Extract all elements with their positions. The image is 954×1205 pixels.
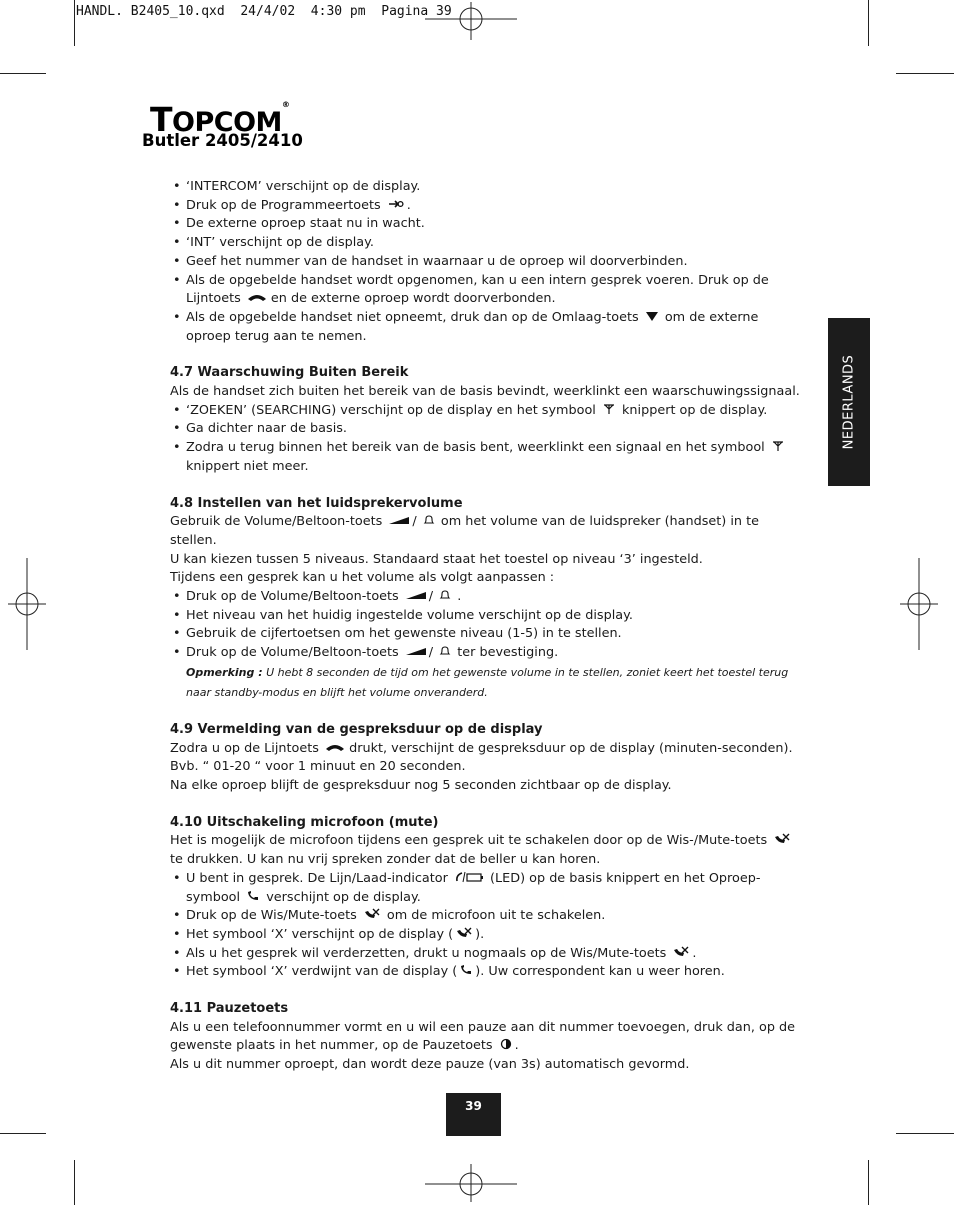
language-tab-label: NEDERLANDS	[841, 354, 857, 450]
list-item: • Zodra u terug binnen het bereik van de basis bent, weerklinkt een signaal en het symbool knippert niet meer.	[170, 439, 800, 476]
antenna-icon	[602, 403, 616, 415]
paragraph: Als u dit nummer oproept, dan wordt deze pauze (van 3s) automatisch gevormd.	[170, 1057, 690, 1073]
list-4-8	[170, 588, 800, 663]
list-item: • De externe oproep staat nu in wacht.	[170, 215, 800, 234]
list-item: • ‘INT’ verschijnt op de display.	[170, 234, 800, 253]
topcom-logo: TOPCOM®	[150, 100, 290, 139]
crop-mark	[868, 0, 869, 46]
pause-key-icon	[499, 1038, 513, 1050]
section-heading-4-11: 4.11 Pauzetoets	[170, 1001, 289, 1017]
intro-list	[170, 178, 800, 346]
crop-mark	[896, 1133, 954, 1134]
section-heading-4-10: 4.10 Uitschakeling microfoon (mute)	[170, 814, 439, 830]
crop-mark	[896, 73, 954, 74]
call-icon	[246, 890, 260, 902]
program-key-icon	[387, 198, 405, 210]
list-item: • Ga dichter naar de basis.	[170, 420, 800, 439]
registration-mark-bottom	[425, 1164, 517, 1202]
paragraph: U kan kiezen tussen 5 niveaus. Standaard staat het toestel op niveau ‘3’ ingesteld.	[170, 551, 703, 567]
print-header: HANDL. B2405_10.qxd 24/4/02 4:30 pm Pagina 39	[76, 4, 452, 19]
page-content	[170, 178, 800, 1075]
crop-mark	[868, 1160, 869, 1205]
list-item: • Druk op de Wis/Mute-toets om de microfoon uit te schakelen.	[170, 907, 800, 926]
model-title: Butler 2405/2410	[142, 131, 303, 150]
section-heading-4-7: 4.7 Waarschuwing Buiten Bereik	[170, 365, 409, 381]
paragraph: Als u een telefoonnummer vormt en u wil een pauze aan dit nummer toevoegen, druk dan, op de gewenste plaats in het nummer, op de Pauzetoets .	[170, 1019, 796, 1054]
bell-icon	[423, 514, 435, 526]
crop-mark	[0, 73, 46, 74]
registration-mark-right	[900, 558, 938, 650]
list-4-7	[170, 402, 800, 477]
list-item: • Druk op de Volume/Beltoon-toets / ter bevestiging.	[170, 644, 800, 663]
call-icon	[459, 964, 473, 976]
paragraph: Als de handset zich buiten het bereik van de basis bevindt, weerklinkt een waarschuwingssignaal.	[170, 384, 800, 400]
line-key-icon	[247, 291, 265, 303]
list-item: • ‘INTERCOM’ verschijnt op de display.	[170, 178, 800, 197]
note: Opmerking : U hebt 8 seconden de tijd om het gewenste volume in te stellen, zoniet keert het toestel terug naar standby-modus en blijft het volume onveranderd.	[186, 665, 789, 699]
list-item: • Geef het nummer van de handset in waarnaar u de oproep wil doorverbinden.	[170, 253, 800, 272]
volume-up-icon	[388, 514, 410, 526]
paragraph: Tijdens een gesprek kan u het volume als volgt aanpassen :	[170, 570, 555, 586]
volume-up-icon	[405, 645, 427, 657]
paragraph: Na elke oproep blijft de gespreksduur nog 5 seconden zichtbaar op de display.	[170, 777, 672, 793]
list-item: • Als de opgebelde handset niet opneemt, druk dan op de Omlaag-toets om de externe oproep terug aan te nemen.	[170, 309, 800, 346]
bell-icon	[439, 645, 451, 657]
line-key-icon	[325, 741, 343, 753]
line-charge-indicator-icon	[454, 871, 484, 883]
note-label: Opmerking :	[186, 665, 263, 679]
paragraph: Het is mogelijk de microfoon tijdens een gesprek uit te schakelen door op de Wis-/Mute-toets te drukken. U kan nu vrij spreken zonder dat de beller u kan horen.	[170, 832, 800, 869]
paragraph: Gebruik de Volume/Beltoon-toets / om het volume van de luidspreker (handset) in te stellen.	[170, 514, 759, 548]
paragraph: Bvb. “ 01-20 “ voor 1 minuut en 20 seconden.	[170, 759, 466, 775]
list-item: • ‘ZOEKEN’ (SEARCHING) verschijnt op de display en het symbool knippert op de display.	[170, 402, 800, 421]
list-item: • Het symbool ‘X’ verdwijnt van de display ( ). Uw correspondent kan u weer horen.	[170, 963, 800, 982]
list-4-10	[170, 870, 800, 982]
list-item: • Gebruik de cijfertoetsen om het gewenste niveau (1-5) in te stellen.	[170, 625, 800, 644]
mute-key-icon	[773, 833, 791, 845]
list-item: • U bent in gesprek. De Lijn/Laad-indicator (LED) op de basis knippert en het Oproep-symbool verschijnt op de display.	[170, 870, 800, 907]
registration-mark-top	[425, 2, 517, 40]
list-item: • Het symbool ‘X’ verschijnt op de display ( ).	[170, 926, 800, 945]
crop-mark	[74, 0, 75, 46]
bell-icon	[439, 589, 451, 601]
section-heading-4-9: 4.9 Vermelding van de gespreksduur op de display	[170, 721, 543, 737]
list-item: • Als u het gesprek wil verderzetten, drukt u nogmaals op de Wis/Mute-toets .	[170, 945, 800, 964]
mute-key-icon	[363, 908, 381, 920]
muted-call-icon	[455, 927, 473, 939]
page-number: 39	[446, 1093, 501, 1136]
crop-mark	[0, 1133, 46, 1134]
crop-mark	[74, 1160, 75, 1205]
list-item: • Druk op de Programmeertoets .	[170, 197, 800, 216]
list-item: • Het niveau van het huidig ingestelde volume verschijnt op de display.	[170, 607, 800, 626]
paragraph: Zodra u op de Lijntoets drukt, verschijnt de gespreksduur op de display (minuten-seconden).	[170, 740, 793, 756]
down-key-icon	[645, 310, 659, 322]
registration-mark-left	[8, 558, 46, 650]
antenna-icon	[771, 440, 785, 452]
mute-key-icon	[672, 946, 690, 958]
list-item: • Druk op de Volume/Beltoon-toets / .	[170, 588, 800, 607]
list-item: • Als de opgebelde handset wordt opgenomen, kan u een intern gesprek voeren. Druk op de Lijntoets en de externe oproep wordt doorverbonden.	[170, 272, 800, 309]
volume-up-icon	[405, 589, 427, 601]
section-heading-4-8: 4.8 Instellen van het luidsprekervolume	[170, 495, 463, 511]
language-tab	[828, 318, 870, 486]
